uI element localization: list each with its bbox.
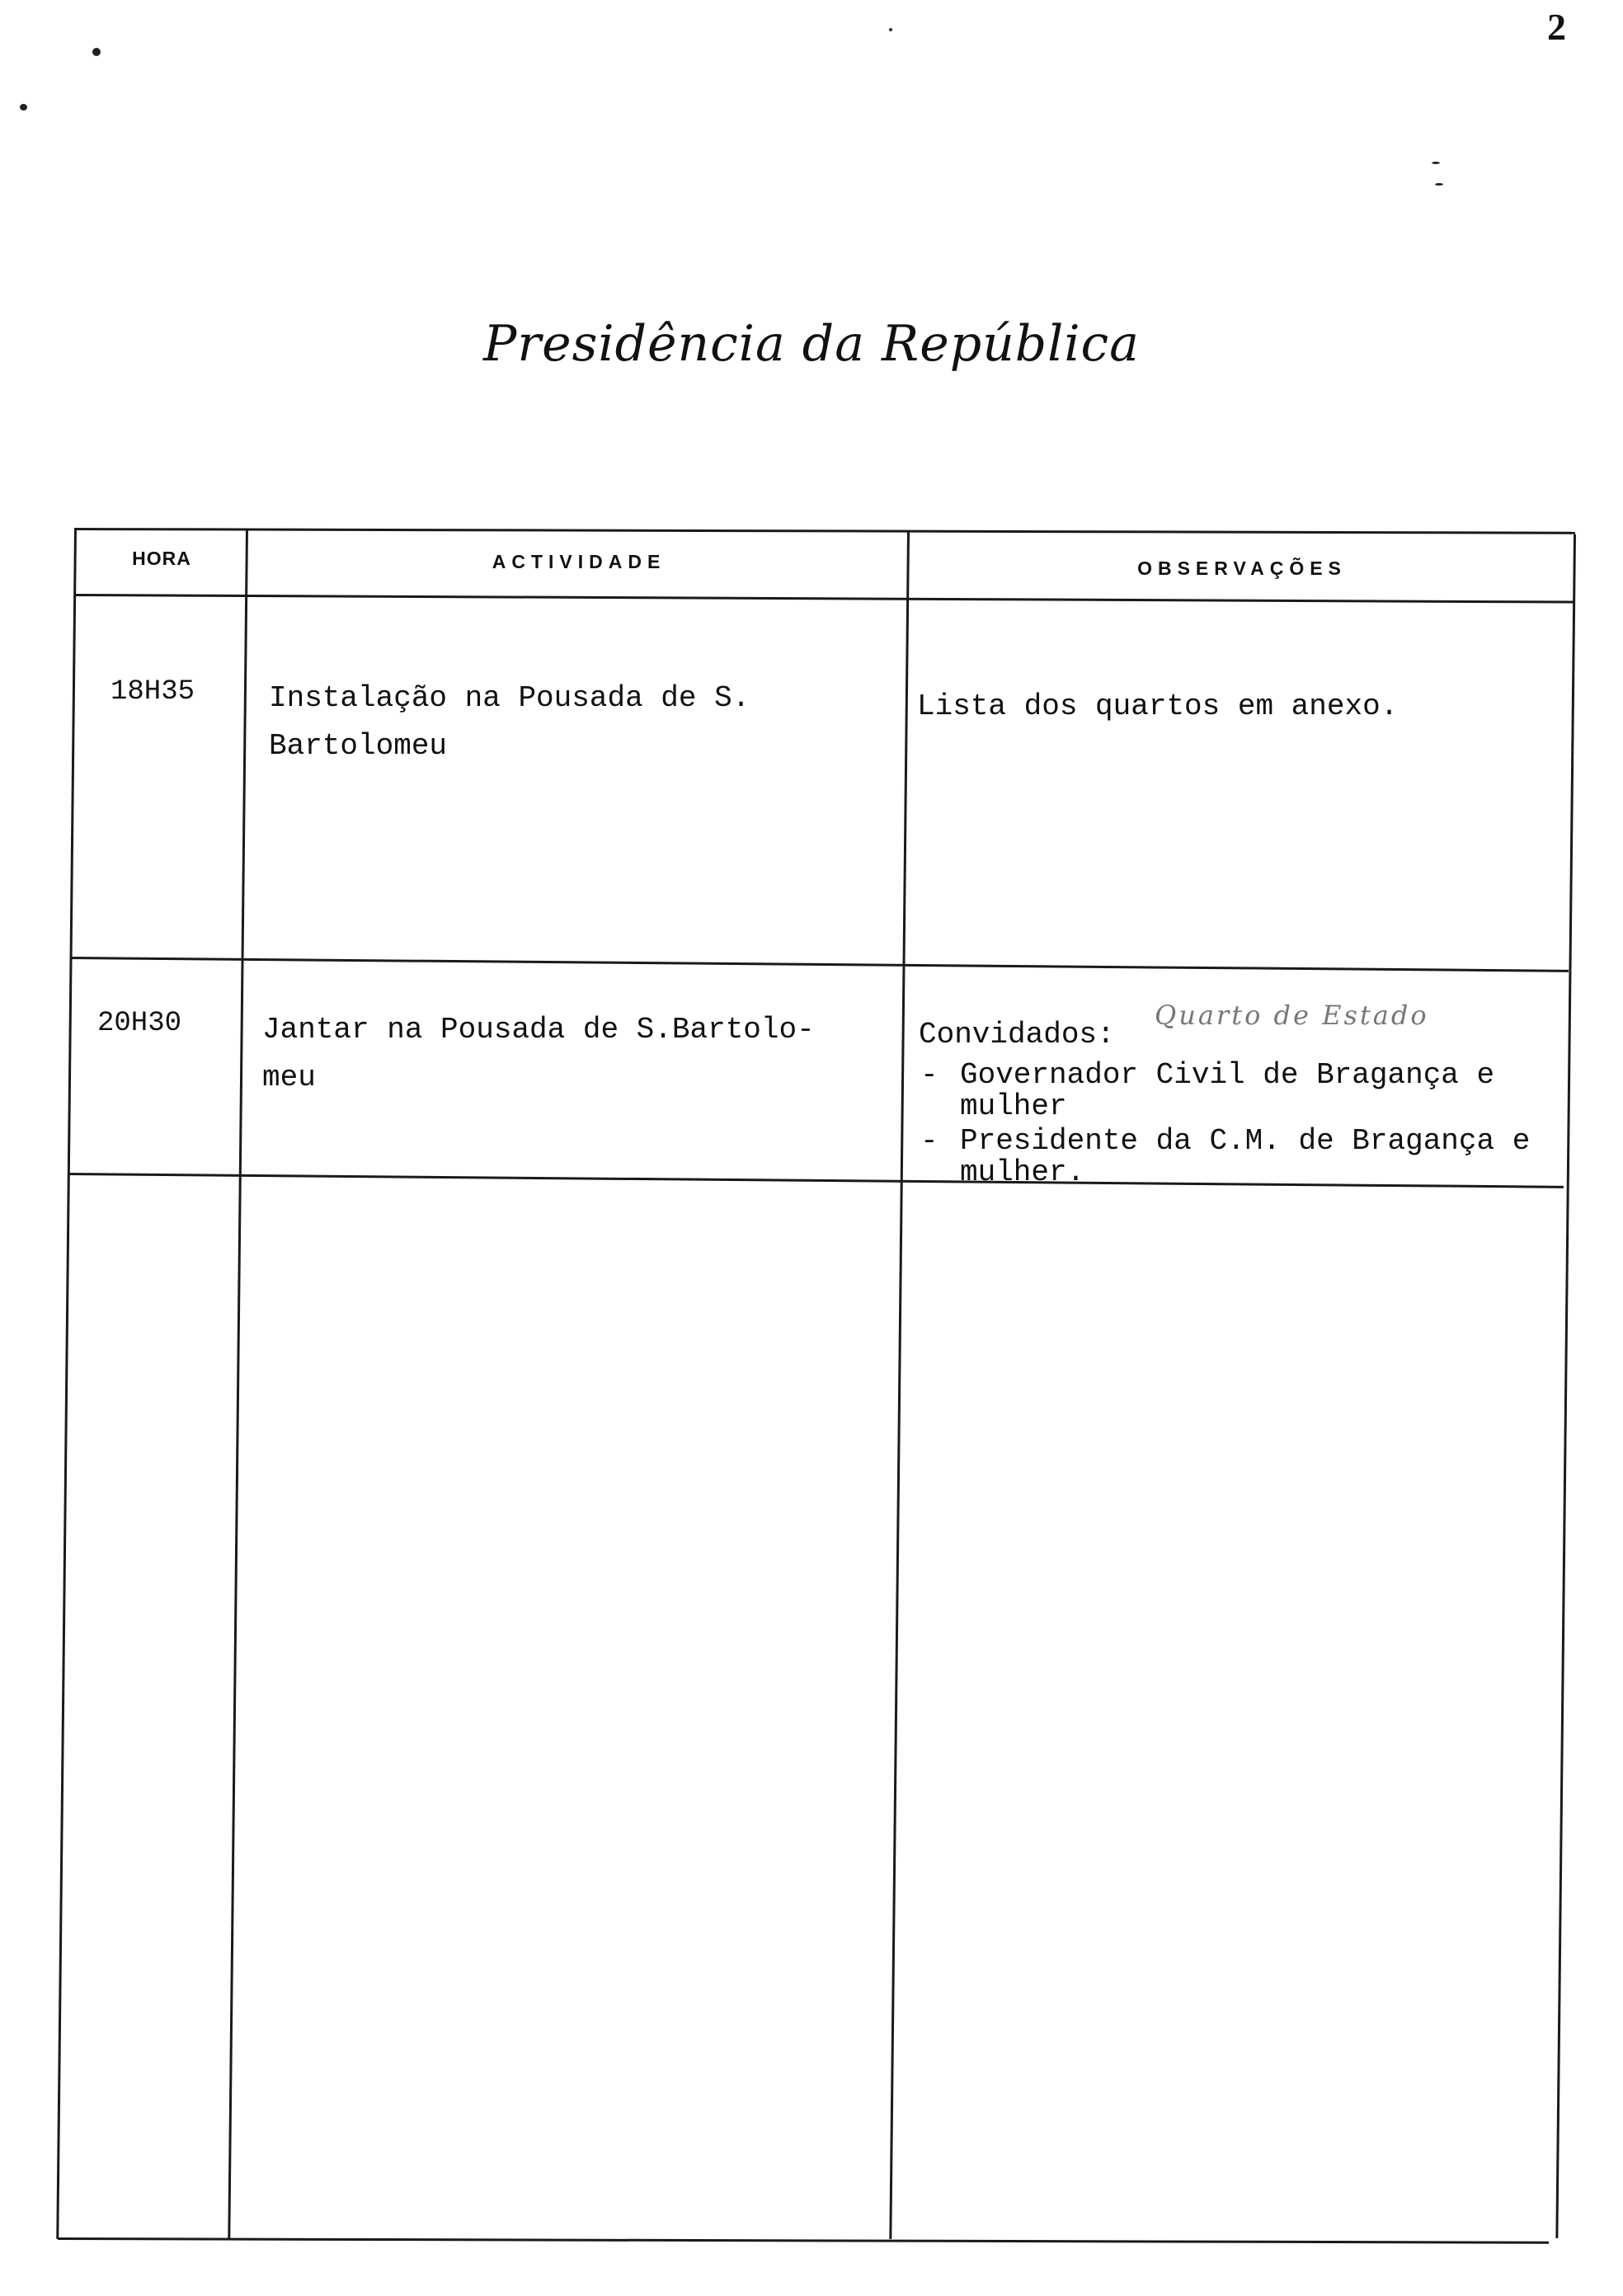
scan-speck: [889, 28, 892, 31]
header-observacoes: OBSERVAÇÕES: [1137, 558, 1347, 579]
list-item: - Presidente da C.M. de Bragança e mulher.: [920, 1124, 1531, 1189]
scan-speck: [20, 104, 27, 111]
table-border-right: [1555, 534, 1576, 2238]
row-1-observacoes: Lista dos quartos em anexo.: [917, 689, 1399, 723]
row-1-actividade: Instalação na Pousada de S. Bartolomeu: [269, 681, 750, 763]
column-divider-1: [228, 529, 248, 2239]
row-1-hora: 18H35: [111, 676, 195, 708]
scan-speck: [92, 48, 101, 56]
guest-name: Governador Civil de Bragança e mulher: [960, 1058, 1495, 1123]
table-border-bottom: [58, 2237, 1549, 2244]
header-hora: HORA: [132, 548, 191, 569]
row-2-actividade: Jantar na Pousada de S.Bartolo- meu: [262, 1013, 815, 1094]
page-number: 2: [1547, 6, 1566, 48]
list-item: - Governador Civil de Bragança e mulher: [920, 1058, 1495, 1123]
row-2-observacoes-label: Convidados:: [919, 1018, 1115, 1052]
row-2-handwritten-note: Quarto de Estado: [1155, 1000, 1429, 1031]
column-divider-2: [889, 532, 910, 2239]
letterhead-title: Presidência da República: [483, 315, 1140, 373]
header-actividade: ACTIVIDADE: [492, 551, 666, 572]
guest-list: [920, 1060, 1564, 1192]
row-2-hora: 20H30: [97, 1008, 182, 1039]
row-divider-1: [71, 957, 1569, 972]
scan-speck: [1432, 162, 1440, 164]
header-divider: [76, 594, 1574, 604]
table-border-left: [56, 528, 77, 2239]
scan-speck: [1435, 183, 1443, 186]
table-border-top: [74, 528, 1575, 534]
guest-name: Presidente da C.M. de Bragança e mulher.: [960, 1124, 1531, 1189]
